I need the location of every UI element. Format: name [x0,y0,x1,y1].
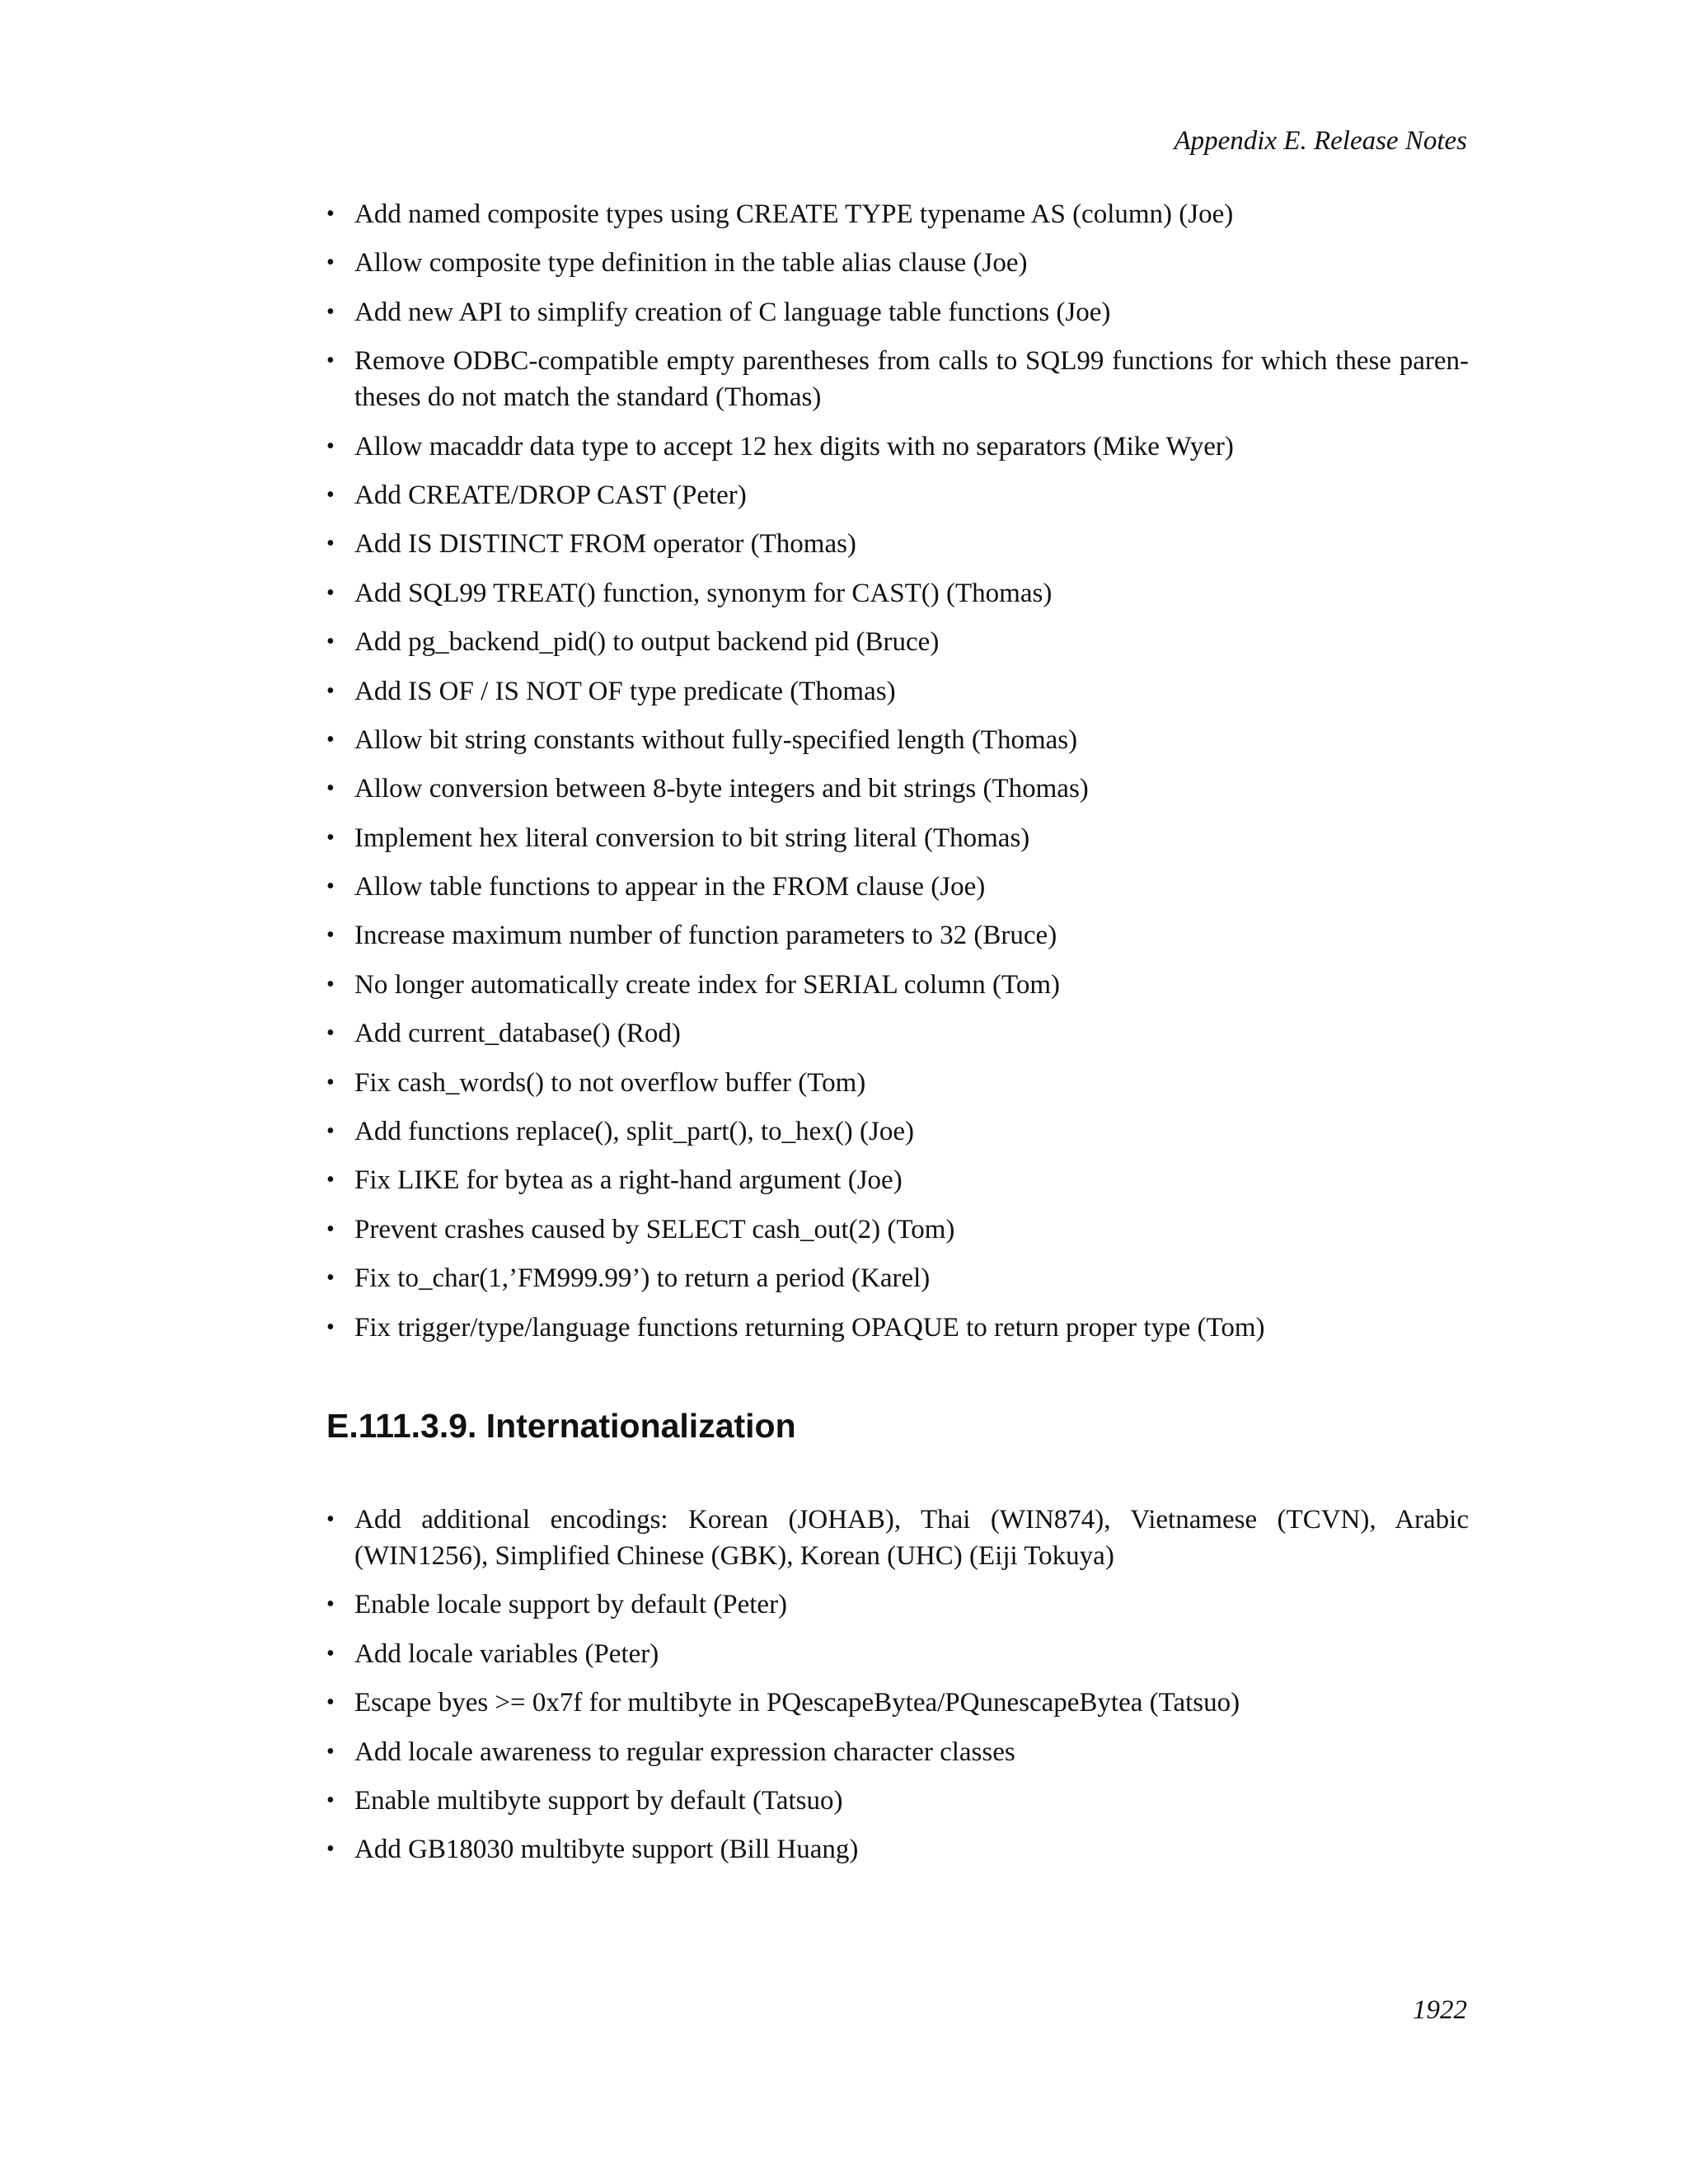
bullet-icon: • [326,776,335,802]
list-item [326,343,1469,415]
list-item [326,673,1469,710]
bullet-icon: • [326,1738,335,1765]
list-item [326,1685,1469,1721]
list-item-text: Allow table functions to appear in the FROM clause (Joe) [354,872,986,902]
list-item-text: No longer automatically create index for SERIAL column (Tom) [354,969,1061,1000]
bullet-icon: • [326,1167,335,1193]
list-item-text: Allow bit string constants without fully-specified length (Thomas) [354,724,1078,755]
bullet-icon: • [326,481,335,508]
list-item [326,917,1469,954]
list-item [326,1310,1469,1346]
release-notes-list [326,196,1469,1346]
list-item-text: Allow conversion between 8-byte integers and bit strings (Thomas) [354,774,1089,804]
list-item [326,196,1469,232]
list-item [326,624,1469,660]
list-item-text: Prevent crashes caused by SELECT cash_out(2) (Tom) [354,1214,955,1244]
list-item-text: Enable locale support by default (Peter) [354,1590,788,1620]
bullet-icon: • [326,1640,335,1666]
list-item-text: Add CREATE/DROP CAST (Peter) [354,480,747,510]
bullet-icon: • [326,1591,335,1618]
bullet-icon: • [326,201,335,227]
bullet-icon: • [326,1314,335,1340]
bullet-icon: • [326,629,335,655]
list-item-text: Add named composite types using CREATE TYPE typename AS (column) (Joe) [354,199,1234,229]
bullet-icon: • [326,922,335,949]
bullet-icon: • [326,1507,335,1532]
bullet-icon: • [326,677,335,704]
bullet-icon: • [326,874,335,900]
list-item-text: Add IS OF / IS NOT OF type predicate (Thomas) [354,676,896,706]
list-item [326,1015,1469,1052]
bullet-icon: • [326,1787,335,1813]
list-item-text: Fix to_char(1,’FM999.99’) to return a period (Karel) [354,1263,931,1294]
list-item-text: Fix trigger/type/language functions returning OPAQUE to return proper type (Tom) [354,1312,1265,1343]
list-item-text: Increase maximum number of function parameters to 32 (Bruce) [354,921,1057,951]
page-number: 1922 [1413,1995,1467,2025]
bullet-icon: • [326,971,335,997]
list-item-text: Add pg_backend_pid() to output backend pid (Bruce) [354,627,940,658]
list-item [326,869,1469,905]
running-header: Appendix E. Release Notes [1174,126,1467,156]
list-item-text: Fix LIKE for bytea as a right-hand argument (Joe) [354,1165,903,1196]
list-item [326,1831,1469,1868]
bullet-icon: • [326,1020,335,1047]
section-heading: E.111.3.9. Internationalization [326,1407,796,1445]
list-item [326,1502,1469,1574]
list-item [326,722,1469,758]
list-item [326,967,1469,1003]
list-item [326,526,1469,562]
list-item-text: Add new API to simplify creation of C language table functions (Joe) [354,297,1111,327]
bullet-icon: • [326,531,335,557]
list-item-text: Allow macaddr data type to accept 12 hex digits with no separators (Mike Wyer) [354,431,1234,462]
list-item [326,294,1469,330]
bullet-icon: • [326,250,335,276]
bullet-icon: • [326,1216,335,1242]
list-item-text: Remove ODBC-compatible empty parentheses from calls to SQL99 functions for which these paren- theses do not match the standard (Thomas) [354,346,1469,413]
list-item [326,1113,1469,1150]
list-item [326,1783,1469,1819]
list-item-text: Add additional encodings: Korean (JOHAB), Thai (WIN874), Vietnamese (TCVN), Arabic (WIN1256), Simplified Chinese (GBK), Korean (UHC) (Eiji Tokuya) [354,1505,1469,1571]
bullet-icon: • [326,1118,335,1145]
list-item-text: Fix cash_words() to not overflow buffer (Tom) [354,1067,866,1098]
list-item [326,1065,1469,1101]
bullet-icon: • [326,1069,335,1095]
list-item-text: Add IS DISTINCT FROM operator (Thomas) [354,529,856,560]
list-item [326,1212,1469,1248]
list-item [326,1586,1469,1623]
bullet-icon: • [326,433,335,459]
list-item [326,771,1469,807]
list-item-text: Escape byes >= 0x7f for multibyte in PQescapeBytea/PQunescapeBytea (Tatsuo) [354,1688,1240,1718]
list-item-text: Add locale variables (Peter) [354,1638,659,1669]
list-item [326,575,1469,612]
list-item [326,477,1469,513]
bullet-icon: • [326,824,335,851]
list-item [326,1636,1469,1672]
bullet-icon: • [326,1690,335,1716]
bullet-icon: • [326,579,335,606]
list-item-text: Add current_database() (Rod) [354,1019,681,1049]
list-item [326,1734,1469,1770]
bullet-icon: • [326,726,335,752]
list-item-text: Implement hex literal conversion to bit string literal (Thomas) [354,823,1030,853]
list-item [326,1260,1469,1296]
list-item [326,820,1469,856]
list-item-text: Add functions replace(), split_part(), to_hex() (Joe) [354,1117,915,1147]
internationalization-list [326,1502,1469,1868]
list-item [326,245,1469,281]
list-item-text: Allow composite type definition in the table alias clause (Joe) [354,248,1028,279]
list-item [326,429,1469,465]
list-item-text: Add GB18030 multibyte support (Bill Huang) [354,1835,859,1865]
bullet-icon: • [326,348,335,374]
bullet-icon: • [326,298,335,325]
bullet-icon: • [326,1265,335,1291]
list-item-text: Add SQL99 TREAT() function, synonym for CAST() (Thomas) [354,578,1053,608]
list-item-text: Add locale awareness to regular expression character classes [354,1736,1015,1767]
bullet-icon: • [326,1836,335,1863]
list-item-text: Enable multibyte support by default (Tatsuo) [354,1785,843,1816]
list-item [326,1162,1469,1198]
